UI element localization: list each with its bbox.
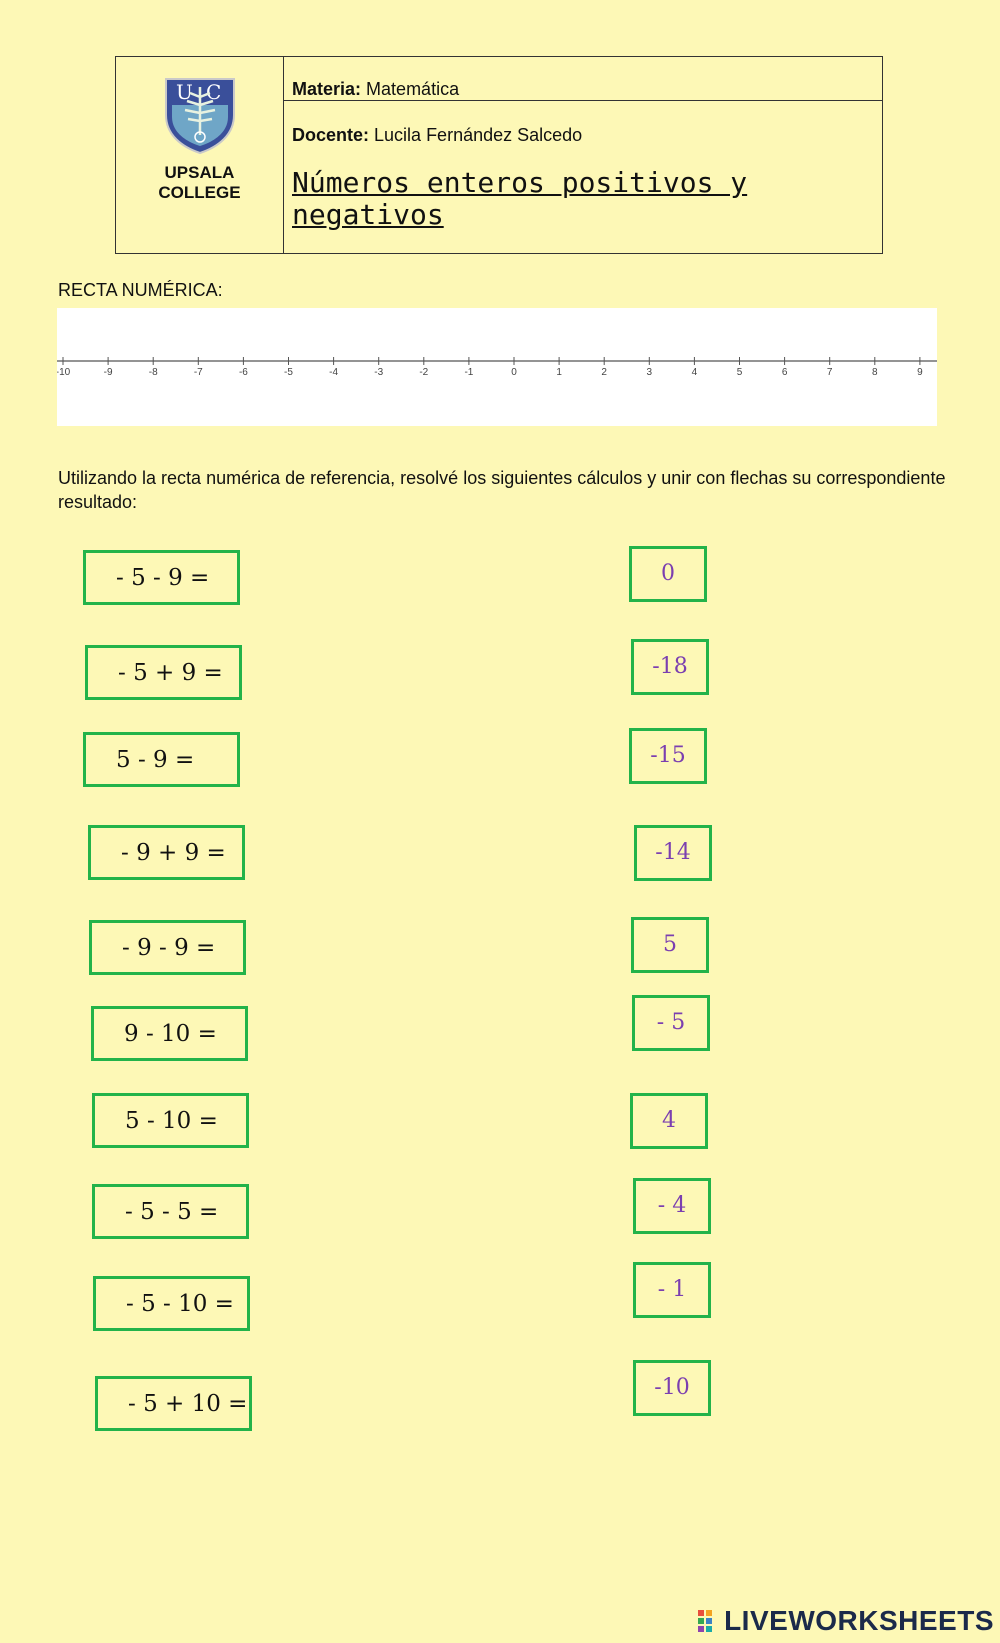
equation-box: 5 - 9 = [83,732,240,787]
subject-label: Materia: [292,79,362,99]
number-line-tick-label: 5 [736,367,743,378]
number-line-tick-label: 1 [556,367,562,378]
number-line-tick-label: -10 [57,367,71,378]
equation-box: - 5 - 5 = [92,1184,249,1239]
number-line-svg [57,308,937,426]
number-line-tick-label: 9 [917,367,923,378]
school-name-line1: UPSALA [164,163,235,182]
number-line-tick-label: -8 [148,367,158,378]
equation-box: - 9 - 9 = [89,920,246,975]
number-line-tick-label: -4 [329,367,339,378]
result-box[interactable]: 4 [630,1093,708,1149]
footer-brand [698,1605,994,1637]
teacher-row [292,125,582,146]
school-name-line2: COLLEGE [158,183,241,202]
result-box[interactable]: - 4 [633,1178,711,1234]
equation-box: - 5 - 9 = [83,550,240,605]
equation-box: - 5 + 10 = [95,1376,252,1431]
worksheet-title: Números enteros positivos y negativos [292,166,748,231]
number-line-tick-label: -5 [284,367,293,378]
svg-text:C: C [205,80,221,104]
school-crest-icon [160,75,240,155]
number-line-tick-label: -9 [103,367,113,378]
subject-value: Matemática [366,79,460,99]
equation-box: 9 - 10 = [91,1006,248,1061]
number-line-tick-label: 7 [826,367,833,378]
worksheet-header [115,56,883,254]
school-name [158,163,240,203]
number-line [57,308,937,426]
number-line-tick-label: 4 [691,367,698,378]
number-line-tick-label: -7 [193,367,203,378]
equation-box: - 9 + 9 = [88,825,245,880]
school-logo-cell [116,57,284,253]
number-line-tick-label: 8 [872,367,878,378]
result-box[interactable]: -18 [631,639,709,695]
subject-row [284,57,882,101]
liveworksheets-logo-icon [698,1608,720,1634]
number-line-tick-label: 2 [601,367,607,378]
result-box[interactable]: 5 [631,917,709,973]
svg-text:U: U [175,80,193,104]
number-line-label: RECTA NUMÉRICA: [58,280,223,300]
number-line-tick-label: -6 [238,367,248,378]
number-line-tick-label: 6 [781,367,788,378]
equation-box: 5 - 10 = [92,1093,249,1148]
header-info-cell [284,57,882,253]
result-box[interactable]: -15 [629,728,707,784]
number-line-tick-label: -1 [464,367,474,378]
teacher-label: Docente: [292,125,370,145]
number-line-tick-label: 3 [646,367,653,378]
result-box[interactable]: - 5 [632,995,710,1051]
result-box[interactable]: -10 [633,1360,711,1416]
equation-box: - 5 - 10 = [93,1276,250,1331]
number-line-tick-label: 0 [511,367,517,378]
result-box[interactable]: - 1 [633,1262,711,1318]
brand-name: LIVEWORKSHEETS [724,1605,994,1636]
number-line-tick-label: -2 [419,367,429,378]
result-box[interactable]: -14 [634,825,712,881]
number-line-tick-label: -3 [374,367,384,378]
equation-box: - 5 + 9 = [85,645,242,700]
instructions-text: Utilizando la recta numérica de referencia, resolvé los siguientes cálculos y unir con flechas su correspondiente resultado: [58,468,946,512]
result-box[interactable]: 0 [629,546,707,602]
teacher-value: Lucila Fernández Salcedo [374,125,583,145]
